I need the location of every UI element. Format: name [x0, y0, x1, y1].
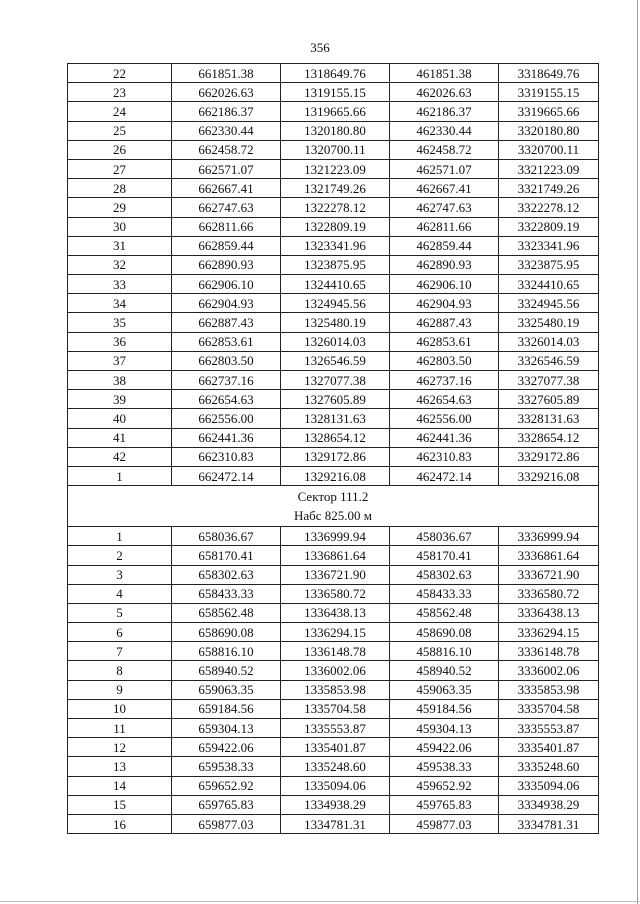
- y-coordinate-cell: 1335248.60: [281, 757, 390, 776]
- point-number-cell: 35: [68, 313, 172, 332]
- point-number-cell: 24: [68, 102, 172, 121]
- point-number-cell: 27: [68, 159, 172, 178]
- table-row: [68, 814, 599, 833]
- x2-coordinate-cell: 459184.56: [390, 699, 499, 718]
- scan-edge-right: [637, 0, 638, 904]
- y2-coordinate-cell: 3336438.13: [499, 603, 599, 622]
- table-body-after: [68, 527, 599, 834]
- y2-coordinate-cell: 3324410.65: [499, 275, 599, 294]
- y2-coordinate-cell: 3334938.29: [499, 795, 599, 814]
- point-number-cell: 12: [68, 738, 172, 757]
- y-coordinate-cell: 1326546.59: [281, 351, 390, 370]
- y-coordinate-cell: 1334781.31: [281, 814, 390, 833]
- y2-coordinate-cell: 3336861.64: [499, 546, 599, 565]
- page-number: 356: [310, 40, 330, 55]
- x2-coordinate-cell: 462887.43: [390, 313, 499, 332]
- y2-coordinate-cell: 3326014.03: [499, 332, 599, 351]
- y-coordinate-cell: 1335704.58: [281, 699, 390, 718]
- y2-coordinate-cell: 3336580.72: [499, 584, 599, 603]
- table-row: [68, 313, 599, 332]
- table-row: [68, 661, 599, 680]
- y-coordinate-cell: 1336580.72: [281, 584, 390, 603]
- x2-coordinate-cell: 458562.48: [390, 603, 499, 622]
- x-coordinate-cell: 658562.48: [172, 603, 281, 622]
- point-number-cell: 1: [68, 527, 172, 546]
- point-number-cell: 1: [68, 466, 172, 485]
- x-coordinate-cell: 662904.93: [172, 294, 281, 313]
- x-coordinate-cell: 662859.44: [172, 236, 281, 255]
- x-coordinate-cell: 662811.66: [172, 217, 281, 236]
- y-coordinate-cell: 1334938.29: [281, 795, 390, 814]
- y2-coordinate-cell: 3319665.66: [499, 102, 599, 121]
- point-number-cell: 4: [68, 584, 172, 603]
- y-coordinate-cell: 1336438.13: [281, 603, 390, 622]
- point-number-cell: 22: [68, 64, 172, 83]
- point-number-cell: 3: [68, 565, 172, 584]
- sector-header-cell: [68, 486, 599, 527]
- y2-coordinate-cell: 3327605.89: [499, 390, 599, 409]
- x2-coordinate-cell: 459877.03: [390, 814, 499, 833]
- y2-coordinate-cell: 3320180.80: [499, 121, 599, 140]
- x-coordinate-cell: 658816.10: [172, 642, 281, 661]
- table-row: [68, 275, 599, 294]
- point-number-cell: 34: [68, 294, 172, 313]
- x2-coordinate-cell: 462803.50: [390, 351, 499, 370]
- x-coordinate-cell: 662310.83: [172, 447, 281, 466]
- point-number-cell: 37: [68, 351, 172, 370]
- x-coordinate-cell: 659877.03: [172, 814, 281, 833]
- x-coordinate-cell: 662654.63: [172, 390, 281, 409]
- coordinates-table: [67, 63, 599, 834]
- x-coordinate-cell: 662330.44: [172, 121, 281, 140]
- x2-coordinate-cell: 462747.63: [390, 198, 499, 217]
- point-number-cell: 13: [68, 757, 172, 776]
- x-coordinate-cell: 662890.93: [172, 255, 281, 274]
- x-coordinate-cell: 662441.36: [172, 428, 281, 447]
- sector-section: [68, 486, 599, 527]
- y-coordinate-cell: 1322278.12: [281, 198, 390, 217]
- x2-coordinate-cell: 462859.44: [390, 236, 499, 255]
- table-row: [68, 565, 599, 584]
- y2-coordinate-cell: 3334781.31: [499, 814, 599, 833]
- x-coordinate-cell: 662803.50: [172, 351, 281, 370]
- point-number-cell: 38: [68, 371, 172, 390]
- x-coordinate-cell: 659652.92: [172, 776, 281, 795]
- table-row: [68, 428, 599, 447]
- y2-coordinate-cell: 3329216.08: [499, 466, 599, 485]
- y-coordinate-cell: 1323875.95: [281, 255, 390, 274]
- table-row: [68, 603, 599, 622]
- y-coordinate-cell: 1325480.19: [281, 313, 390, 332]
- y2-coordinate-cell: 3335248.60: [499, 757, 599, 776]
- table-row: [68, 738, 599, 757]
- table-row: [68, 466, 599, 485]
- x2-coordinate-cell: 462904.93: [390, 294, 499, 313]
- table-row: [68, 255, 599, 274]
- x-coordinate-cell: 662571.07: [172, 159, 281, 178]
- y2-coordinate-cell: 3322278.12: [499, 198, 599, 217]
- point-number-cell: 7: [68, 642, 172, 661]
- x2-coordinate-cell: 461851.38: [390, 64, 499, 83]
- y2-coordinate-cell: 3321749.26: [499, 179, 599, 198]
- table-row: [68, 121, 599, 140]
- y-coordinate-cell: 1328131.63: [281, 409, 390, 428]
- y-coordinate-cell: 1335401.87: [281, 738, 390, 757]
- y-coordinate-cell: 1320700.11: [281, 140, 390, 159]
- y2-coordinate-cell: 3326546.59: [499, 351, 599, 370]
- table-row: [68, 447, 599, 466]
- x-coordinate-cell: 662556.00: [172, 409, 281, 428]
- x-coordinate-cell: 659184.56: [172, 699, 281, 718]
- y-coordinate-cell: 1336861.64: [281, 546, 390, 565]
- table-row: [68, 699, 599, 718]
- x2-coordinate-cell: 462890.93: [390, 255, 499, 274]
- x-coordinate-cell: 658690.08: [172, 623, 281, 642]
- point-number-cell: 42: [68, 447, 172, 466]
- y2-coordinate-cell: 3327077.38: [499, 371, 599, 390]
- x2-coordinate-cell: 462458.72: [390, 140, 499, 159]
- y-coordinate-cell: 1335094.06: [281, 776, 390, 795]
- x2-coordinate-cell: 462571.07: [390, 159, 499, 178]
- table-row: [68, 371, 599, 390]
- table-row: [68, 623, 599, 642]
- x-coordinate-cell: 661851.38: [172, 64, 281, 83]
- table-row: [68, 546, 599, 565]
- x2-coordinate-cell: 462906.10: [390, 275, 499, 294]
- y-coordinate-cell: 1329216.08: [281, 466, 390, 485]
- y2-coordinate-cell: 3324945.56: [499, 294, 599, 313]
- point-number-cell: 25: [68, 121, 172, 140]
- y-coordinate-cell: 1335853.98: [281, 680, 390, 699]
- y-coordinate-cell: 1324945.56: [281, 294, 390, 313]
- x2-coordinate-cell: 458302.63: [390, 565, 499, 584]
- x2-coordinate-cell: 458940.52: [390, 661, 499, 680]
- y-coordinate-cell: 1336999.94: [281, 527, 390, 546]
- point-number-cell: 31: [68, 236, 172, 255]
- y2-coordinate-cell: 3320700.11: [499, 140, 599, 159]
- y2-coordinate-cell: 3336294.15: [499, 623, 599, 642]
- y-coordinate-cell: 1323341.96: [281, 236, 390, 255]
- table-row: [68, 584, 599, 603]
- point-number-cell: 26: [68, 140, 172, 159]
- point-number-cell: 23: [68, 83, 172, 102]
- table-row: [68, 757, 599, 776]
- x2-coordinate-cell: 458170.41: [390, 546, 499, 565]
- x-coordinate-cell: 662458.72: [172, 140, 281, 159]
- table-row: [68, 390, 599, 409]
- x2-coordinate-cell: 458690.08: [390, 623, 499, 642]
- y2-coordinate-cell: 3335401.87: [499, 738, 599, 757]
- point-number-cell: 33: [68, 275, 172, 294]
- x2-coordinate-cell: 462186.37: [390, 102, 499, 121]
- point-number-cell: 40: [68, 409, 172, 428]
- point-number-cell: 29: [68, 198, 172, 217]
- x2-coordinate-cell: 462330.44: [390, 121, 499, 140]
- x-coordinate-cell: 659422.06: [172, 738, 281, 757]
- table-row: [68, 527, 599, 546]
- y-coordinate-cell: 1327077.38: [281, 371, 390, 390]
- x2-coordinate-cell: 459652.92: [390, 776, 499, 795]
- x-coordinate-cell: 662737.16: [172, 371, 281, 390]
- table-row: [68, 159, 599, 178]
- y2-coordinate-cell: 3336999.94: [499, 527, 599, 546]
- y-coordinate-cell: 1319155.15: [281, 83, 390, 102]
- x2-coordinate-cell: 462310.83: [390, 447, 499, 466]
- table-row: [68, 642, 599, 661]
- point-number-cell: 11: [68, 719, 172, 738]
- point-number-cell: 41: [68, 428, 172, 447]
- table-body-before: [68, 64, 599, 486]
- x-coordinate-cell: 662026.63: [172, 83, 281, 102]
- table-row: [68, 680, 599, 699]
- x2-coordinate-cell: 462667.41: [390, 179, 499, 198]
- point-number-cell: 36: [68, 332, 172, 351]
- x-coordinate-cell: 662472.14: [172, 466, 281, 485]
- x-coordinate-cell: 662667.41: [172, 179, 281, 198]
- y2-coordinate-cell: 3325480.19: [499, 313, 599, 332]
- point-number-cell: 28: [68, 179, 172, 198]
- x-coordinate-cell: 659538.33: [172, 757, 281, 776]
- table-row: [68, 236, 599, 255]
- x-coordinate-cell: 658170.41: [172, 546, 281, 565]
- x2-coordinate-cell: 459422.06: [390, 738, 499, 757]
- table-row: [68, 217, 599, 236]
- y-coordinate-cell: 1335553.87: [281, 719, 390, 738]
- x2-coordinate-cell: 462556.00: [390, 409, 499, 428]
- point-number-cell: 15: [68, 795, 172, 814]
- x2-coordinate-cell: 462441.36: [390, 428, 499, 447]
- x2-coordinate-cell: 462026.63: [390, 83, 499, 102]
- x-coordinate-cell: 659765.83: [172, 795, 281, 814]
- x-coordinate-cell: 658036.67: [172, 527, 281, 546]
- y2-coordinate-cell: 3321223.09: [499, 159, 599, 178]
- y2-coordinate-cell: 3336002.06: [499, 661, 599, 680]
- point-number-cell: 9: [68, 680, 172, 699]
- point-number-cell: 2: [68, 546, 172, 565]
- table-row: [68, 83, 599, 102]
- point-number-cell: 10: [68, 699, 172, 718]
- sector-title: Сектор 111.2: [297, 489, 369, 505]
- y-coordinate-cell: 1336721.90: [281, 565, 390, 584]
- y-coordinate-cell: 1319665.66: [281, 102, 390, 121]
- sector-elevation: Набс 825.00 м: [293, 508, 373, 524]
- table-row: [68, 64, 599, 83]
- y2-coordinate-cell: 3318649.76: [499, 64, 599, 83]
- y2-coordinate-cell: 3319155.15: [499, 83, 599, 102]
- x-coordinate-cell: 662747.63: [172, 198, 281, 217]
- y-coordinate-cell: 1329172.86: [281, 447, 390, 466]
- y2-coordinate-cell: 3335853.98: [499, 680, 599, 699]
- y-coordinate-cell: 1321223.09: [281, 159, 390, 178]
- table-row: [68, 179, 599, 198]
- y2-coordinate-cell: 3336148.78: [499, 642, 599, 661]
- y-coordinate-cell: 1336002.06: [281, 661, 390, 680]
- x-coordinate-cell: 662906.10: [172, 275, 281, 294]
- y2-coordinate-cell: 3328654.12: [499, 428, 599, 447]
- x2-coordinate-cell: 459538.33: [390, 757, 499, 776]
- table-row: [68, 332, 599, 351]
- point-number-cell: 16: [68, 814, 172, 833]
- x-coordinate-cell: 658433.33: [172, 584, 281, 603]
- scan-edge-bottom: [0, 901, 640, 902]
- x-coordinate-cell: 662186.37: [172, 102, 281, 121]
- x-coordinate-cell: 659304.13: [172, 719, 281, 738]
- x2-coordinate-cell: 462472.14: [390, 466, 499, 485]
- x2-coordinate-cell: 462853.61: [390, 332, 499, 351]
- x2-coordinate-cell: 458816.10: [390, 642, 499, 661]
- y2-coordinate-cell: 3323341.96: [499, 236, 599, 255]
- table-row: [68, 198, 599, 217]
- x-coordinate-cell: 658940.52: [172, 661, 281, 680]
- table-row: [68, 719, 599, 738]
- y-coordinate-cell: 1327605.89: [281, 390, 390, 409]
- y-coordinate-cell: 1336148.78: [281, 642, 390, 661]
- table-row: [68, 409, 599, 428]
- point-number-cell: 39: [68, 390, 172, 409]
- x2-coordinate-cell: 462737.16: [390, 371, 499, 390]
- y2-coordinate-cell: 3336721.90: [499, 565, 599, 584]
- x2-coordinate-cell: 459765.83: [390, 795, 499, 814]
- x2-coordinate-cell: 458433.33: [390, 584, 499, 603]
- y2-coordinate-cell: 3329172.86: [499, 447, 599, 466]
- table-row: [68, 294, 599, 313]
- point-number-cell: 32: [68, 255, 172, 274]
- table-row: [68, 351, 599, 370]
- y2-coordinate-cell: 3335553.87: [499, 719, 599, 738]
- x2-coordinate-cell: 462654.63: [390, 390, 499, 409]
- y-coordinate-cell: 1321749.26: [281, 179, 390, 198]
- y-coordinate-cell: 1326014.03: [281, 332, 390, 351]
- y2-coordinate-cell: 3335704.58: [499, 699, 599, 718]
- y2-coordinate-cell: 3328131.63: [499, 409, 599, 428]
- x-coordinate-cell: 658302.63: [172, 565, 281, 584]
- x-coordinate-cell: 662853.61: [172, 332, 281, 351]
- table-row: [68, 776, 599, 795]
- y-coordinate-cell: 1320180.80: [281, 121, 390, 140]
- y-coordinate-cell: 1324410.65: [281, 275, 390, 294]
- x2-coordinate-cell: 459063.35: [390, 680, 499, 699]
- y2-coordinate-cell: 3335094.06: [499, 776, 599, 795]
- y-coordinate-cell: 1336294.15: [281, 623, 390, 642]
- y-coordinate-cell: 1328654.12: [281, 428, 390, 447]
- x-coordinate-cell: 662887.43: [172, 313, 281, 332]
- table-row: [68, 140, 599, 159]
- y2-coordinate-cell: 3322809.19: [499, 217, 599, 236]
- table-row: [68, 102, 599, 121]
- y2-coordinate-cell: 3323875.95: [499, 255, 599, 274]
- table-row: [68, 795, 599, 814]
- sector-header-row: [68, 486, 599, 527]
- y-coordinate-cell: 1318649.76: [281, 64, 390, 83]
- x-coordinate-cell: 659063.35: [172, 680, 281, 699]
- point-number-cell: 30: [68, 217, 172, 236]
- point-number-cell: 14: [68, 776, 172, 795]
- x2-coordinate-cell: 459304.13: [390, 719, 499, 738]
- point-number-cell: 5: [68, 603, 172, 622]
- y-coordinate-cell: 1322809.19: [281, 217, 390, 236]
- point-number-cell: 8: [68, 661, 172, 680]
- point-number-cell: 6: [68, 623, 172, 642]
- x2-coordinate-cell: 458036.67: [390, 527, 499, 546]
- x2-coordinate-cell: 462811.66: [390, 217, 499, 236]
